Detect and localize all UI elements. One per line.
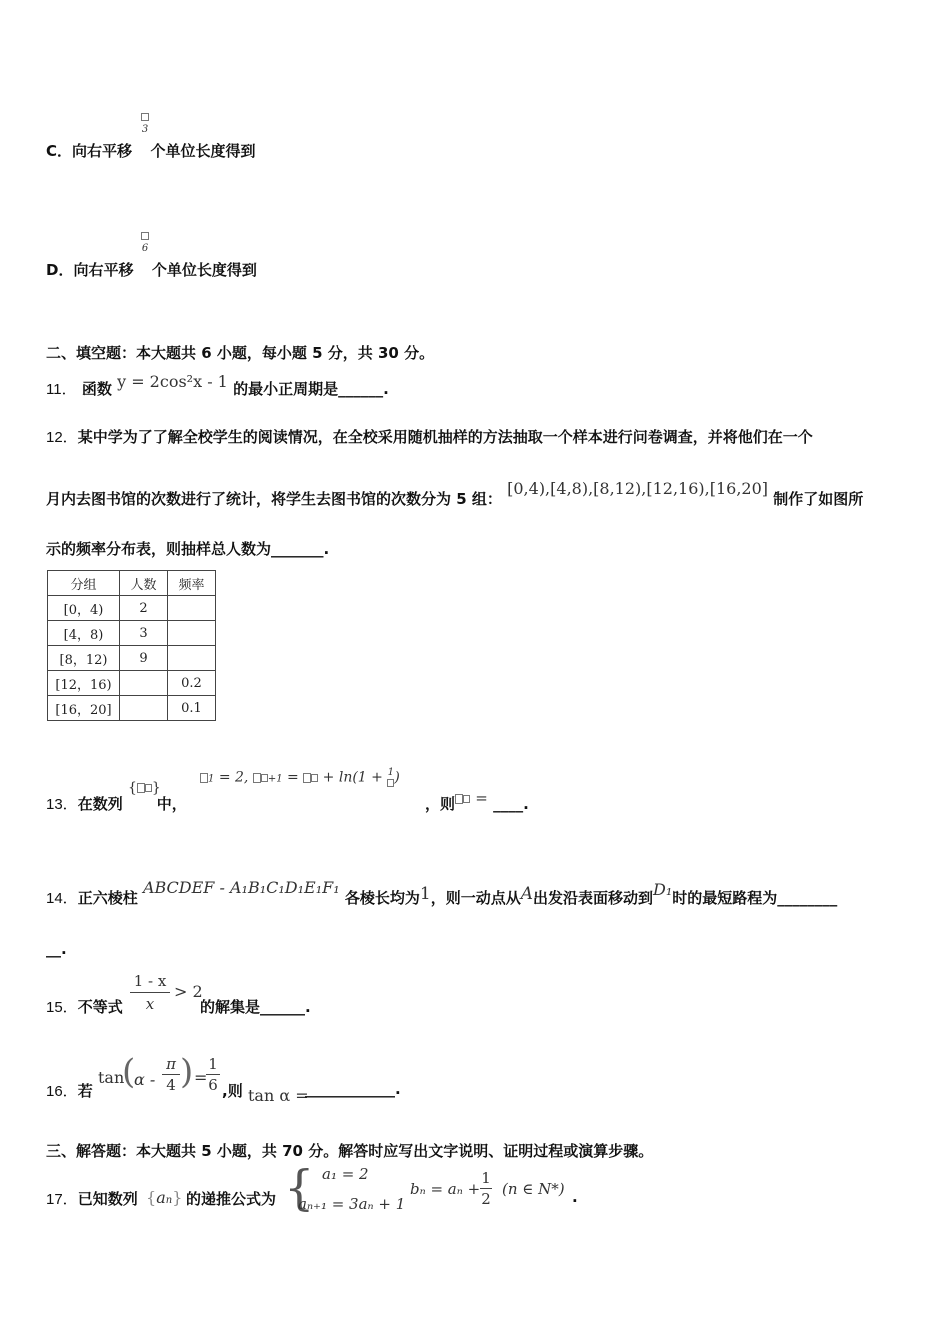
q17-end: . — [572, 1188, 578, 1206]
question-14: 14．正六棱柱 ABCDEF - A₁B₁C₁D₁E₁F₁ 各棱长均为1，则一动点从A出发沿表面移动到D₁时的最短路程为________ — [46, 878, 838, 907]
left-brace: { — [146, 1188, 157, 1207]
question-14-cont: __. — [46, 940, 67, 958]
q13-formula: 1 = 2, +1 = + ln(1 + 1 ) — [200, 766, 400, 789]
placeholder-box — [463, 795, 470, 803]
question-12-line3: 示的频率分布表，则抽样总人数为_______. — [46, 540, 330, 558]
header-frequency: 频率 — [168, 571, 216, 596]
placeholder-box — [311, 774, 318, 782]
table-header-row — [48, 571, 216, 596]
table-row: [12，16) 0.2 — [48, 671, 216, 696]
fraction-bar — [206, 1074, 220, 1075]
placeholder-box — [141, 232, 149, 240]
table-row: [4，8) 3 — [48, 621, 216, 646]
q17-bn: bₙ = aₙ + — [410, 1180, 481, 1198]
q17-cond: (n ∈ N*) — [502, 1180, 565, 1198]
question-12-line2: 月内去图书馆的次数进行了统计，将学生去图书馆的次数分为 5 组： [0,4),[4,8),[8,12),[12,16),[16,20] 制作了如图所 — [46, 479, 864, 508]
table-row: [8，12) 9 — [48, 646, 216, 671]
header-count: 人数 — [120, 571, 168, 596]
table-row: [16，20] 0.1 — [48, 696, 216, 721]
placeholder-box — [200, 773, 208, 783]
q17-eq1: a₁ = 2 — [322, 1165, 369, 1183]
section-3-heading: 三、解答题：本大题共 5 小题，共 70 分。解答时应写出文字说明、证明过程或演算步骤。 — [46, 1142, 654, 1160]
q16-pi-fraction: π 4 — [162, 1054, 180, 1095]
q16-alpha-expr: α - — [134, 1070, 156, 1089]
prism-name: ABCDEF - A₁B₁C₁D₁E₁F₁ — [142, 878, 340, 897]
q11-formula: y = 2cos²x - 1 — [117, 372, 228, 391]
subscript-one: 1 — [208, 773, 215, 785]
fraction-bar — [162, 1074, 180, 1075]
q17-eq2: aₙ₊₁ = 3aₙ + 1 — [298, 1195, 406, 1213]
question-12-line1: 12．某中学为了了解全校学生的阅读情况，在全校采用随机抽样的方法抽取一个样本进行问卷调查，并将他们在一个 — [46, 428, 813, 446]
fraction-bar — [130, 992, 170, 993]
placeholder-box — [303, 773, 311, 783]
fraction-bar — [480, 1188, 492, 1189]
q15-gt: > 2 — [174, 982, 203, 1001]
placeholder-box — [455, 794, 463, 804]
q16-lparen: ( — [122, 1052, 136, 1092]
q16-eq: = — [194, 1068, 208, 1087]
q17-mid: 的递推公式为 — [186, 1190, 277, 1208]
q12-intervals: [0,4),[4,8),[8,12),[12,16),[16,20] — [507, 479, 769, 498]
placeholder-box — [145, 784, 152, 792]
placeholder-box — [141, 113, 149, 121]
frequency-table — [47, 570, 216, 721]
placeholder-box — [261, 774, 268, 782]
q16-rparen: ) — [180, 1052, 194, 1092]
q16-end: ____________. — [305, 1080, 401, 1098]
option-c-fraction: 3 — [138, 110, 152, 135]
q17-seq: {an} — [146, 1188, 183, 1207]
q13-answer: ，则 = ____. — [425, 789, 529, 813]
q17-system-brace: { — [284, 1160, 315, 1216]
question-15: 15．不等式 — [46, 998, 123, 1016]
q16-sixth-fraction: 1 6 — [206, 1054, 220, 1095]
q13-seq-braces: { } — [128, 780, 161, 796]
table-row: [0，4) 2 — [48, 596, 216, 621]
question-16: 16．若 — [46, 1082, 93, 1100]
q16-tanalpha: tan α = — [248, 1086, 309, 1105]
q15-suffix: 的解集是______. — [200, 998, 311, 1016]
placeholder-box — [137, 783, 145, 793]
header-group: 分组 — [48, 571, 120, 596]
question-13: 13．在数列 中， — [46, 795, 187, 813]
fraction-numerator: 1 — [387, 767, 395, 778]
option-c: C．向右平移 个单位长度得到 — [46, 142, 256, 160]
close-paren: ) — [394, 769, 400, 786]
section-2-heading: 二、填空题：本大题共 6 小题，每小题 5 分，共 30 分。 — [46, 344, 435, 362]
right-brace: } — [172, 1188, 183, 1207]
q15-fraction: 1 - x x — [130, 970, 170, 1015]
q17-half-fraction: 1 2 — [481, 1169, 491, 1208]
option-d: D．向右平移 个单位长度得到 — [46, 261, 257, 279]
q16-tan: tan — [98, 1068, 125, 1087]
question-17: 17．已知数列 — [46, 1190, 138, 1208]
option-d-fraction: 6 — [138, 229, 152, 254]
question-11: 11． 函数 y = 2cos²x - 1 的最小正周期是______. — [46, 372, 389, 398]
placeholder-box — [253, 773, 261, 783]
q16-then: ,则 — [222, 1082, 243, 1100]
